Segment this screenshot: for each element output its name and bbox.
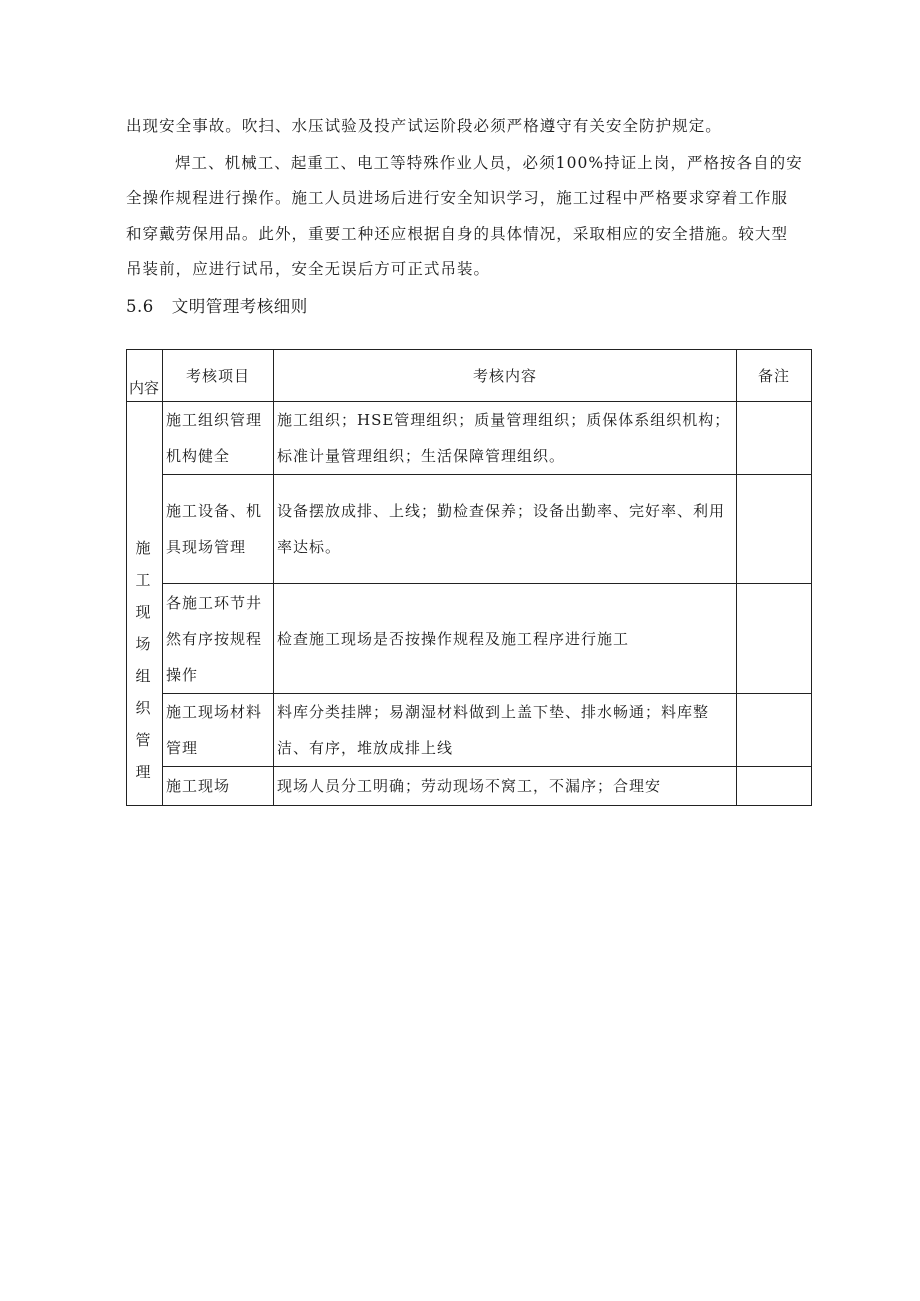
table-row	[127, 767, 812, 806]
detail-cell: 检查施工现场是否按操作规程及施工程序进行施工	[274, 584, 737, 694]
note-cell	[737, 475, 812, 584]
note-cell	[737, 694, 812, 767]
table-header-row	[127, 350, 812, 402]
item-cell: 施工现场	[163, 767, 274, 806]
section-heading	[126, 296, 308, 318]
table-row	[127, 694, 812, 767]
note-cell	[737, 402, 812, 475]
item-cell: 施工现场材料管理	[163, 694, 274, 767]
item-cell: 施工组织管理机构健全	[163, 402, 274, 475]
body-line: 全操作规程进行操作。施工人员进场后进行安全知识学习，施工过程中严格要求穿着工作服	[126, 189, 789, 207]
item-cell: 各施工环节井然有序按规程操作	[163, 584, 274, 694]
detail-cell: 施工组织；HSE管理组织；质量管理组织；质保体系组织机构；标准计量管理组织；生活保障管理组织。	[274, 402, 737, 475]
detail-cell: 料库分类挂牌；易潮湿材料做到上盖下垫、排水畅通；料库整洁、有序，堆放成排上线	[274, 694, 737, 767]
header-note: 备注	[737, 350, 812, 402]
body-line: 吊装前，应进行试吊，安全无误后方可正式吊装。	[126, 260, 491, 278]
detail-cell: 现场人员分工明确；劳动现场不窝工，不漏序；合理安	[274, 767, 737, 806]
table-row	[127, 402, 812, 475]
note-cell	[737, 767, 812, 806]
header-detail: 考核内容	[274, 350, 737, 402]
note-cell	[737, 584, 812, 694]
item-cell: 施工设备、机具现场管理	[163, 475, 274, 584]
assessment-table	[126, 349, 812, 806]
section-number: 5.6	[126, 297, 154, 316]
category-cell: 施工现场组织管理	[127, 402, 163, 806]
body-line: 焊工、机械工、起重工、电工等特殊作业人员，必须100%持证上岗，严格按各自的安	[175, 154, 803, 172]
body-line: 和穿戴劳保用品。此外，重要工种还应根据自身的具体情况，采取相应的安全措施。较大型	[126, 225, 789, 243]
detail-cell: 设备摆放成排、上线；勤检查保养；设备出勤率、完好率、利用率达标。	[274, 475, 737, 584]
body-line: 出现安全事故。吹扫、水压试验及投产试运阶段必须严格遵守有关安全防护规定。	[126, 117, 722, 135]
table-row	[127, 584, 812, 694]
section-title: 文明管理考核细则	[171, 297, 308, 316]
table-row	[127, 475, 812, 584]
header-content: 内容	[127, 350, 163, 402]
header-item: 考核项目	[163, 350, 274, 402]
